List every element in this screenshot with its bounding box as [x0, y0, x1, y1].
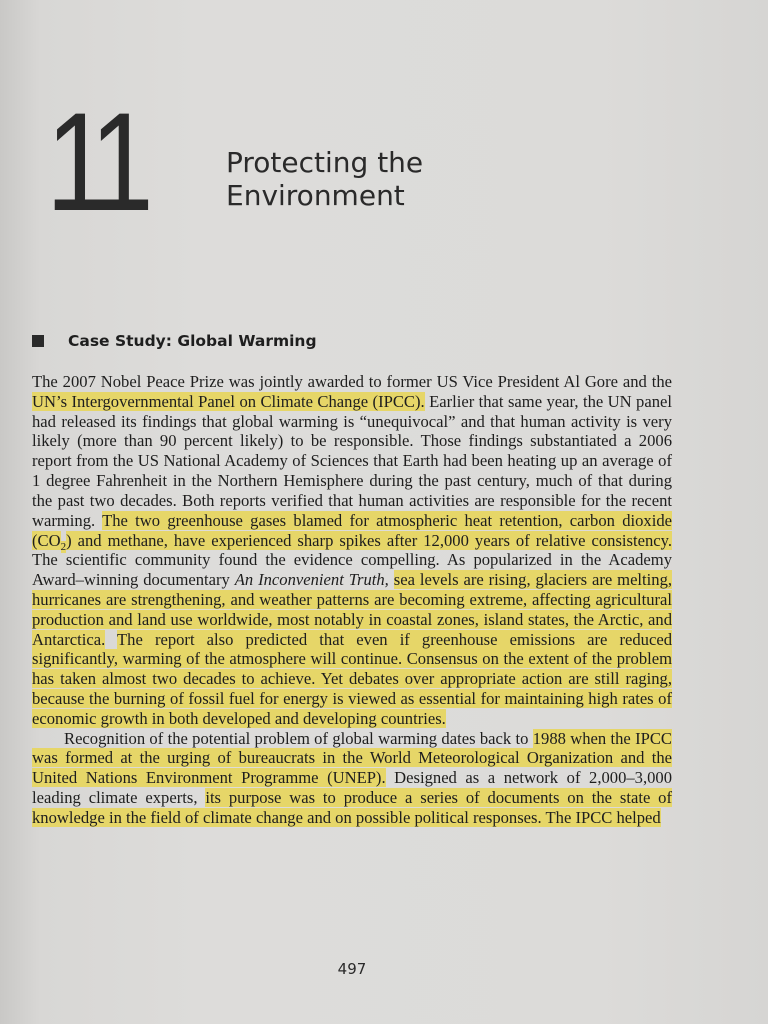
text-run: Earlier that same year, the UN panel had released its findings that global warming is “unequivocal” and that human activity is very likely (more than 90 percent likely) to be responsible. Those findings substantiated a 2006 report from the US National Academy of Sciences that Earth had been heating up an average of 1 degree Fahrenheit in the Northern Hemisphere during the past century, much of that during the past two decades. Both reports verified that human activities are responsible for the recent warming.	[32, 391, 672, 530]
square-bullet-icon	[32, 335, 44, 347]
section-heading	[32, 332, 317, 350]
text-run: Designed as a network of 2,000–3,000 leading climate experts,	[32, 768, 673, 808]
text-run: The scientific community found the evidence compelling. As popularized in the Academy Award–winning documentary	[32, 550, 672, 590]
highlighted-text: UN’s Intergovernmental Panel on Climate Change (IPCC).	[32, 391, 425, 411]
highlighted-text: 2	[60, 540, 67, 553]
chapter-title-line-1: Protecting the	[226, 146, 424, 179]
paragraph-2	[32, 729, 672, 828]
chapter-number: 11	[46, 83, 143, 240]
chapter-title	[226, 146, 423, 212]
highlighted-text: 1988 when the IPCC was formed at the urging of bureaucrats in the World Meteorological Organization and the United Nations Environment Programme (UNEP).	[32, 728, 672, 788]
text-run: An Inconvenient Truth,	[234, 570, 389, 590]
section-heading-text: Case Study: Global Warming	[68, 332, 317, 350]
paragraph-1	[32, 372, 672, 729]
highlighted-text: its purpose was to produce a series of documents on the state of knowledge in the field of climate change and on possible political responses. The IPCC helped	[32, 788, 672, 827]
body-text	[32, 372, 672, 828]
text-run: Recognition of the potential problem of global warming dates back to	[64, 728, 533, 748]
highlighted-text: ) and methane, have experienced sharp spikes after 12,000 years of relative consistency.	[66, 530, 672, 550]
highlighted-text: sea levels are rising, glaciers are melting, hurricanes are strengthening, and weather patterns are becoming extreme, affecting agricultural production and land use worldwide, most notably in coastal zones, island states, the Arctic, and Antarctica.	[32, 570, 673, 649]
chapter-title-line-2: Environment	[226, 179, 405, 212]
highlighted-text: The report also predicted that even if greenhouse emissions are reduced significantly, warming of the atmosphere will continue. Consensus on the extent of the problem has taken almost two decades to achieve. Yet debates over appropriate action are still raging, because the burning of fossil fuel for energy is viewed as essential for maintaining high rates of economic growth in both developed and developing countries.	[32, 629, 672, 728]
highlighted-text: The two greenhouse gases blamed for atmospheric heat retention, carbon dioxide (CO	[32, 510, 672, 550]
text-run	[105, 630, 117, 649]
page-number: 497	[337, 960, 367, 978]
text-run: The 2007 Nobel Peace Prize was jointly awarded to former US Vice President Al Gore and the	[32, 372, 672, 391]
